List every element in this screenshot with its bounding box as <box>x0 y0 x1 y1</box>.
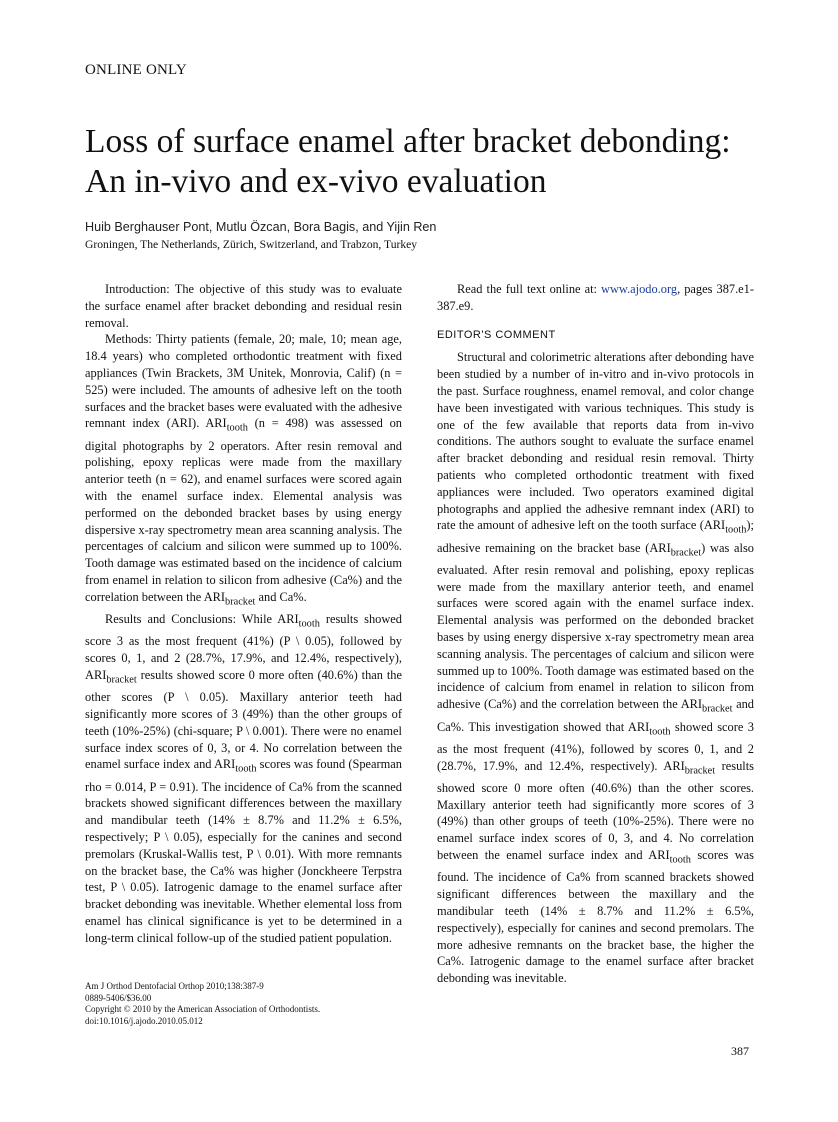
editors-comment-body: Structural and colorimetric alterations after debonding have been studied by a number of in-vitro and in-vivo protocols in the past. Surface roughness, enamel removal, and color change have been investigated with various techniques. This study is one of the few available that reports data from in-vivo conditions. The authors sought to evaluate the surface enamel after bracket debonding and residual resin removal. Thirty patients who completed orthodontic treatment with fixed appliances were included. Two operators examined digital photographs and applied the adhesive remnant index (ARI) to rate the amount of adhesive left on the tooth surface $(ARI_{tooth})$; adhesive remaining on the bracket base $(ARI_{bracket})$ was also evaluated. After resin removal and polishing, epoxy replicas were made from the maxillary anterior teeth, and enamel surfaces were scored again with the enamel surface index. Elemental analysis was performed on the debonded bracket bases by using energy dispersive x-ray spectrometry mean area scanning analysis. The percentages of calcium and silicon were summed up to 100%. Tooth damage was estimated based on the incidence of calcium from enamel in relation to silicon from adhesive (Ca%) and the correlation between the $ARI_{bracket}$ and Ca%. This investigation showed that $ARI_{tooth}$ showed score 3 as the most frequent (41%), followed by scores 0, 1, and 2 (28.7%, 17.9%, and 12.4%, respectively). $ARI_{bracket}$ results showed score 0 more often (40.6%) than the other scores. Maxillary anterior teeth had significantly more scores of 3 (49%) than other groups of teeth (10%-25%). There were no enamel surface index scores of 0, 3, and 4. No correlation between the enamel surface index and $ARI_{tooth}$ scores was found. The incidence of Ca% from scanned brackets showed significant differences between the maxillary and the mandibular teeth (14% ± 8.7% and 11.2% ± 6.5%, respectively), especially for canines and second premolars. The more adhesive remnants on the bracket base, the higher the Ca%. Iatrogenic damage to the enamel surface after bracket debonding was inevitable. <box>437 350 754 986</box>
author-list: Huib Berghauser Pont, Mutlu Özcan, Bora Bagis, and Yijin Ren <box>85 220 437 234</box>
issn: 0889-5406/$36.00 <box>85 992 152 1003</box>
article-title-line-2: An in-vivo and ex-vivo evaluation <box>85 163 547 200</box>
page-number: 387 <box>731 1044 749 1058</box>
abstract-introduction: Introduction: The objective of this study was to evaluate the surface enamel after bracket debonding and residual resin removal. <box>85 282 402 330</box>
journal-link[interactable]: www.ajodo.org <box>601 282 678 296</box>
editors-comment-heading: EDITOR'S COMMENT <box>437 328 556 341</box>
article-footer <box>85 981 405 1027</box>
doi: doi:10.1016/j.ajodo.2010.05.012 <box>85 1015 203 1026</box>
article-title <box>85 122 785 202</box>
copyright-notice: Copyright © 2010 by the American Association of Orthodontists. <box>85 1004 321 1014</box>
read-online-note: Read the full text online at: www.ajodo.org, pages 387.e1-387.e9. <box>437 282 755 313</box>
article-title-line-1: Loss of surface enamel after bracket debonding: <box>85 123 731 160</box>
section-label: ONLINE ONLY <box>85 62 187 78</box>
journal-citation: Am J Orthod Dentofacial Orthop 2010;138:387-9 <box>85 981 264 991</box>
abstract-results: Results and Conclusions: While $ARI_{tooth}$ results showed score 3 as the most frequent (41%) (P \ 0.05), followed by scores 0, 1, and 2 (28.7%, 17.9%, and 12.4%, respectively), $ARI_{bracket}$ results showed score 0 more often (40.6%) than the other scores (P \ 0.05). Maxillary anterior teeth had significantly more scores of 3 (49%) than the other groups of teeth (10%-25%) (chi-square; P \ 0.001). There were no enamel surface index scores of 0, 3, or 4. No correlation between the enamel surface index and $ARI_{tooth}$ scores was found (Spearman rho = 0.014, P = 0.91). The incidence of Ca% from the scanned brackets showed significant differences between the maxillary and mandibular teeth (14% ± 8.7% and 11.2% ± 6.5%, respectively; P \ 0.05), especially for the canines and second premolars (Kruskal-Wallis test, P \ 0.01). With more remnants on the bracket base, the Ca% was higher (Jonckheere Terpstra test, P \ 0.05). Iatrogenic damage to the enamel surface after bracket debonding was inevitable. Whether elemental loss from enamel has clinical significance is yet to be determined in a long-term clinical follow-up of the studied patient population. <box>85 612 402 945</box>
abstract-methods: Methods: Thirty patients (female, 20; male, 10; mean age, 18.4 years) who completed orthodontic treatment with fixed appliances (Twin Brackets, 3M Unitek, Monrovia, Calif) (n = 525) were included. The amounts of adhesive left on the tooth surfaces and the bracket bases were evaluated with the adhesive remnant index (ARI). $ARI_{tooth}$ (n = 498) was assessed on digital photographs by 2 operators. After resin removal and polishing, epoxy replicas were made from the maxillary anterior teeth (n = 62), and enamel surfaces were scored again with the enamel surface index. Elemental analysis was performed on the debonded bracket bases by using energy dispersive x-ray spectrometry mean area scanning analysis. The percentages of calcium and silicon were summed up to 100%. Tooth damage was estimated based on the incidence of calcium from enamel in relation to silicon from adhesive (Ca%) and the correlation between the $ARI_{bracket}$ and Ca%. <box>85 332 403 608</box>
abstract-column-right <box>437 281 754 987</box>
abstract-column-left <box>85 281 402 947</box>
author-affiliations: Groningen, The Netherlands, Zürich, Switzerland, and Trabzon, Turkey <box>85 238 418 251</box>
